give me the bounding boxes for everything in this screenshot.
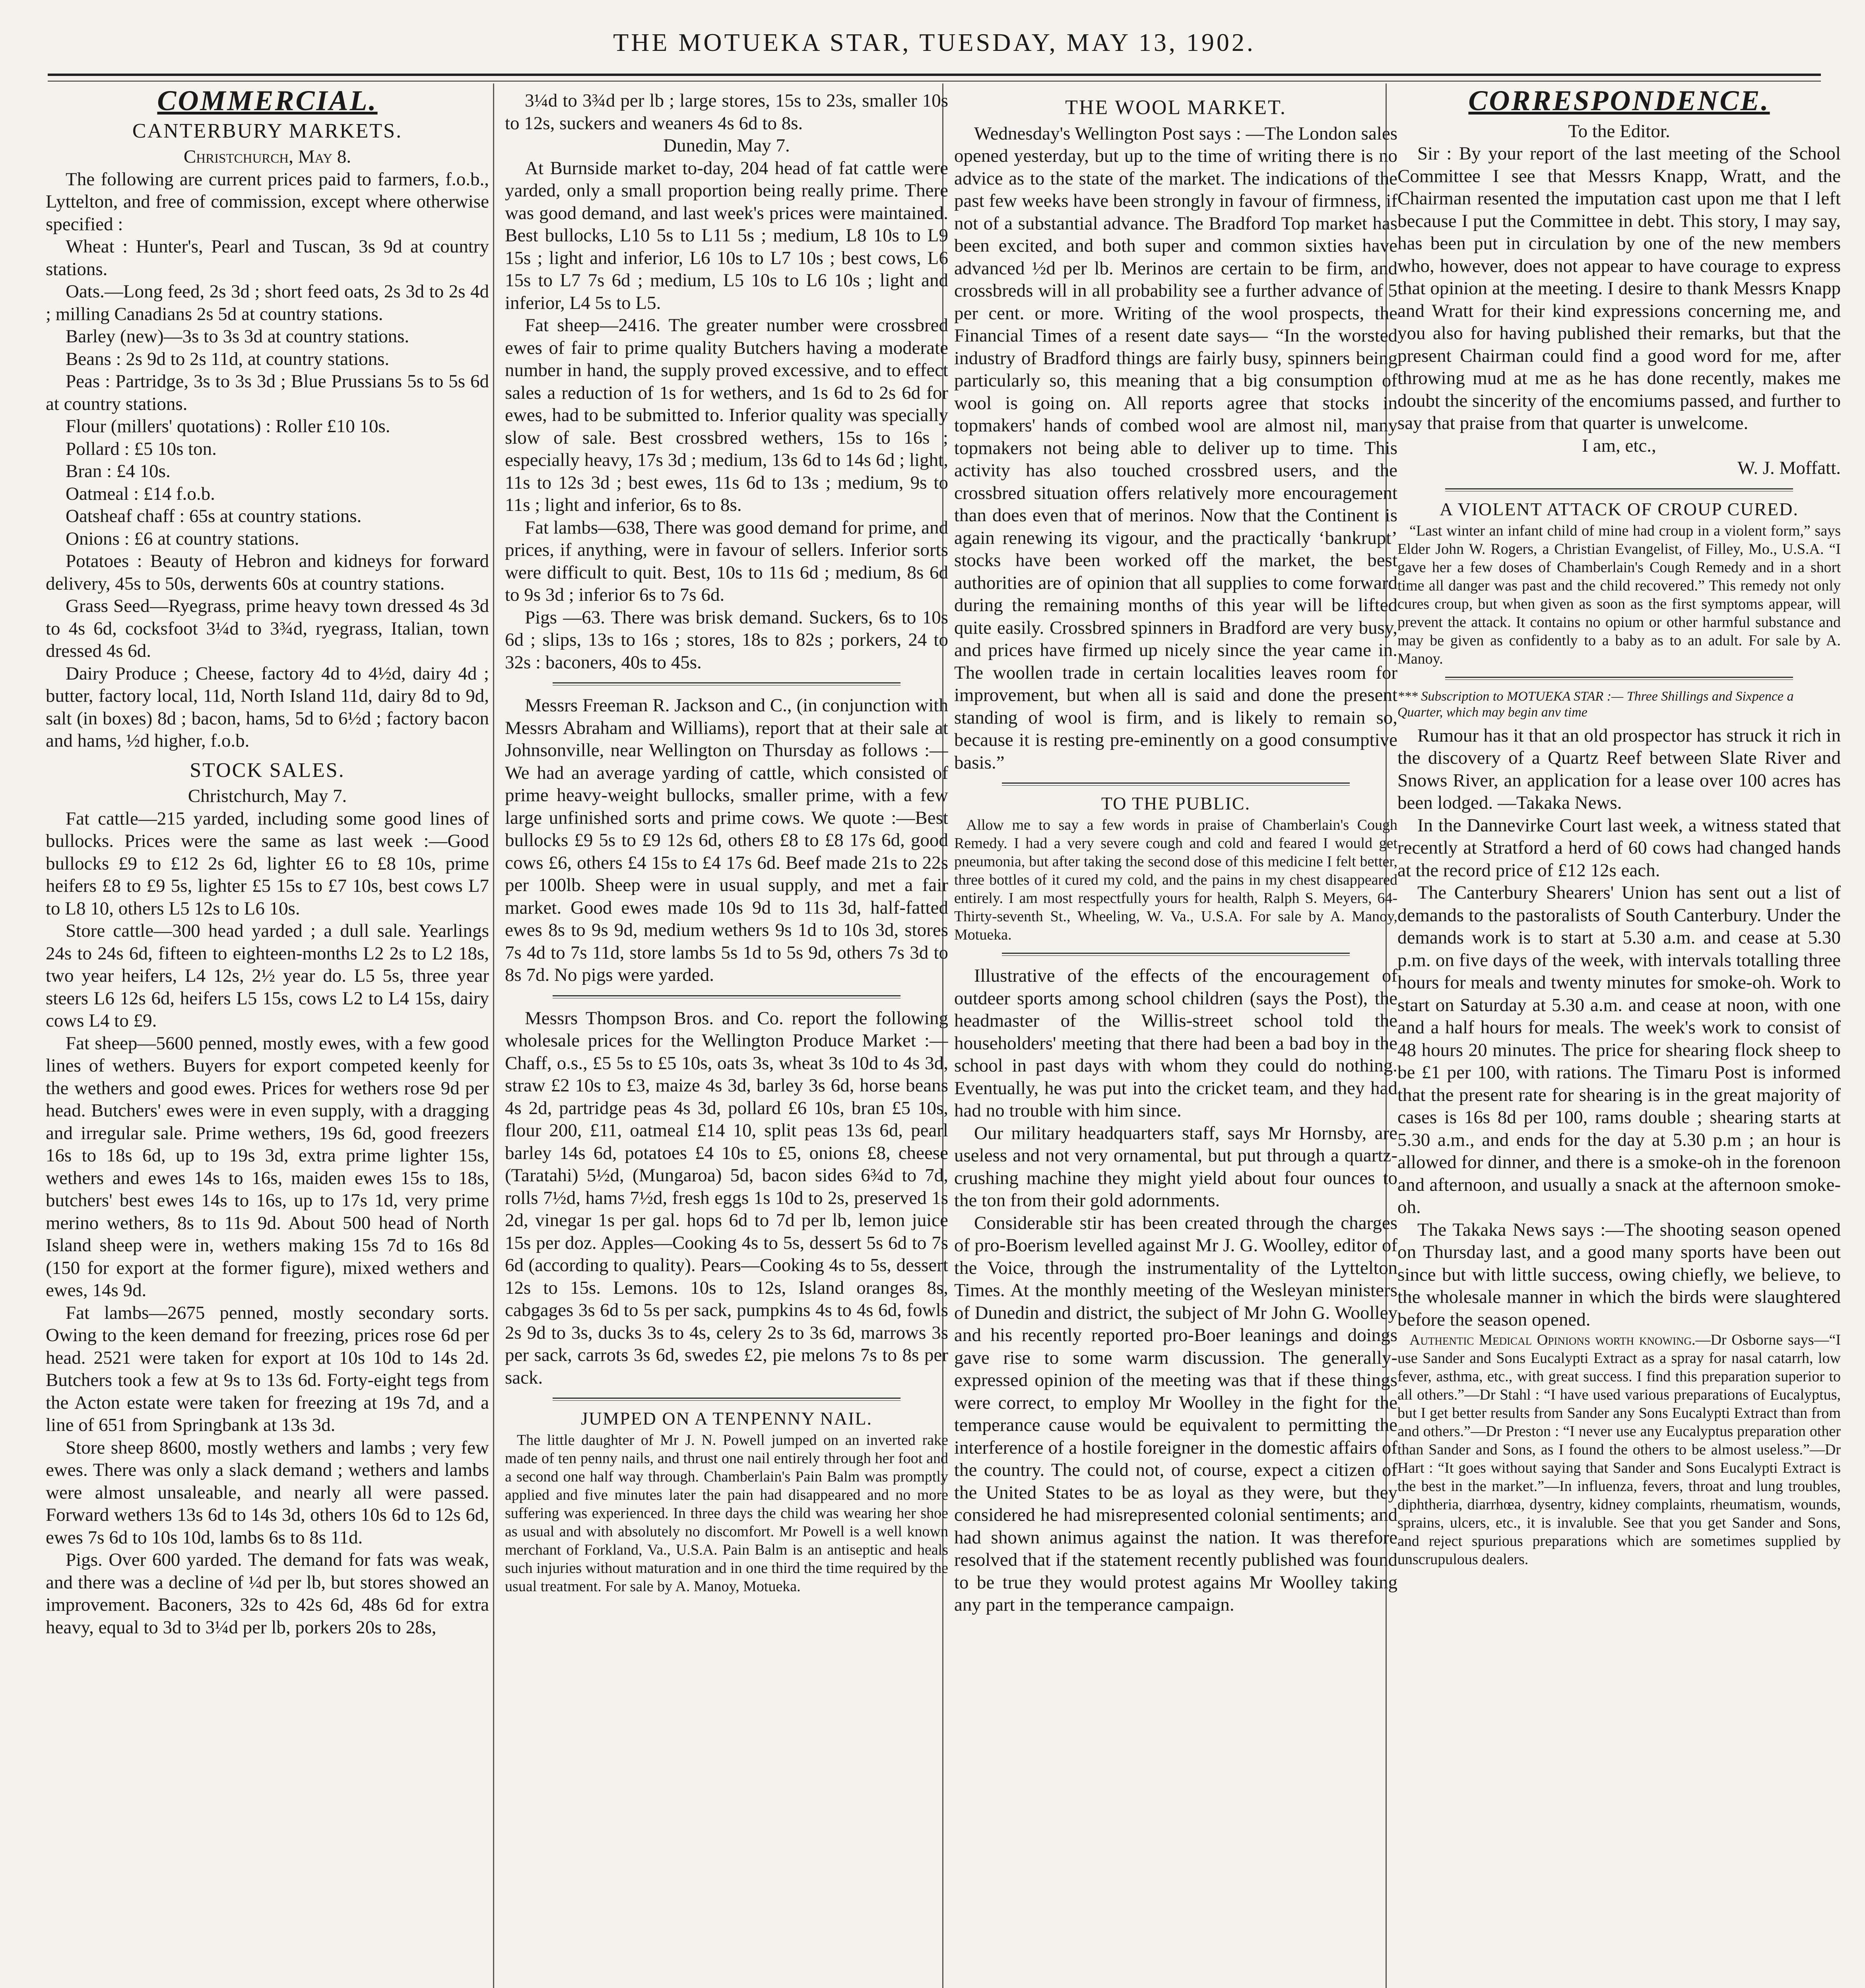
article-paragraph: Beans : 2s 9d to 2s 11d, at country stations. bbox=[66, 348, 390, 369]
article-paragraph: Oatmeal : £14 f.o.b. bbox=[66, 483, 215, 504]
article-paragraph: Fat sheep—2416. The greater number were crossbred ewes of fair to prime quality Butchers having a moderate number in hand, the supply proved excessive, and to effect sales a reduction of 1s for wethers, and 1s 6d to 2s 6d for ewes, had to be submitted to. Inferior quality was specially slow of sale. Best crossbred wethers, 15s to 16s ; especially heavy, 17s 3d ; medium, 13s 6d to 14s 6d ; light, 11s to 12s 3d ; best ewes, 11s 6d to 13s ; medium, 9s to 11s ; light and inferior, 6s to 8s. bbox=[505, 315, 948, 515]
article-paragraph: Store sheep 8600, mostly wethers and lambs ; very few ewes. There was only a slack demand ; wethers and lambs were almost unsaleable, and nearly all were passed. Forward wethers 13s 6d to 14s 3d, others 10s 6d to 12s 6d, ewes 7s 6d to 10s 10d, lambs 6s to 8s 11d. bbox=[46, 1437, 489, 1548]
signature: W. J. Moffatt. bbox=[1737, 458, 1841, 478]
advert-heading: A VIOLENT ATTACK OF CROUP CURED. bbox=[1440, 499, 1799, 519]
separator bbox=[553, 995, 900, 998]
stock-sales-heading: STOCK SALES. bbox=[190, 759, 345, 782]
article-paragraph: Bran : £4 10s. bbox=[66, 461, 171, 481]
advert-croup bbox=[1397, 500, 1841, 668]
article-paragraph: At Burnside market to-day, 204 head of fat cattle were yarded, only a small proportion being really prime. There was good demand, and last week's prices were maintained. Best bullocks, L10 5s to L11 5s ; medium, L8 10s to L9 15s ; light and inferior, L6 10s to L7 10s ; best cows, L6 15s to L7 7s 6d ; medium, L5 10s to L6 10s ; light and inferior, L4 5s to L5. bbox=[505, 157, 948, 313]
separator bbox=[553, 682, 900, 685]
article-paragraph: Oatsheaf chaff : 65s at country stations. bbox=[66, 506, 362, 526]
advert-body bbox=[1397, 1331, 1841, 1569]
column-correspondence bbox=[1397, 89, 1841, 1988]
article-paragraph: Illustrative of the effects of the encouragement of outdeer sports among school children (says the Post), the headmaster of the Willis-street school told the householders' meeting that there had been a bad boy in the school in past days with whom they could do nothing. Eventually, he was put into the cricket team, and they had had no trouble with him since. bbox=[954, 965, 1397, 1121]
article-paragraph: Messrs Thompson Bros. and Co. report the following wholesale prices for the Wellington Produce Market :—Chaff, o.s., £5 5s to £5 10s, oats 3s, wheat 3s 10d to 4s 3d, straw £2 10s to £3, maize 4s 3d, barley 3s 6d, horse beans 4s 2d, partridge peas 4s 3d, pollard £6 10s, bran £5 10s, flour 200, £11, oatmeal £14 10, split peas 13s 6d, pearl barley 14s 6d, potatoes £4 10s to £5, onions £8, cheese (Taratahi) 5½d, (Mungaroa) 5d, bacon sides 6¾d to 7d, rolls 7½d, hams 7½d, fresh eggs 1s 10d to 2s, preserved 1s 2d, vinegar 1s per gal. hops 6d to 7d per lb, lemon juice 15s per doz. Apples—Cooking 4s to 5s, dessert 5s 6d to 7s 6d (according to quality). Pears—Cooking 4s to 5s, dessert 12s to 15s. Lemons. 10s to 12s, Island oranges 8s, cabgages 3s 6d to 5s per sack, pumpkins 4s to 4s 6d, fowls 2s 9d to 3s, ducks 3s to 4s, celery 2s to 3s 6d, marrows 3s per sack, carrots 3s 6d, swedes £2, pie melons 7s to 8s per sack. bbox=[505, 1008, 948, 1388]
article-paragraph: Wheat : Hunter's, Pearl and Tuscan, 3s 9d at country stations. bbox=[46, 236, 489, 280]
advert-eucalypti bbox=[1397, 1331, 1841, 1569]
article-paragraph: Oats.—Long feed, 2s 3d ; short feed oats, 2s 3d to 2s 4d ; milling Canadians 2s 5d at country stations. bbox=[46, 281, 489, 324]
advert-heading: TO THE PUBLIC. bbox=[1101, 793, 1251, 813]
advert-to-the-public bbox=[954, 794, 1397, 944]
advert-heading: Authentic Medical Opinions worth knowing. bbox=[1409, 1332, 1696, 1348]
advert-body: The little daughter of Mr J. N. Powell jumped on an inverted rake made of ten penny nails, and thrust one nail entirely through her foot and a second one half way through. Chamberlain's Pain Balm was promptly applied and five minutes later the pain had disappeared and no more suffering was experienced. In three days the child was wearing her shoe as usual and with absolutely no discomfort. Mr Powell is a well known merchant of Forkland, Va., U.S.A. Pain Balm is an antiseptic and heals such injuries without maturation and in one third the time required by the usual treatment. For sale by A. Manoy, Motueka. bbox=[505, 1432, 948, 1595]
article-paragraph: Barley (new)—3s to 3s 3d at country stations. bbox=[66, 326, 409, 347]
column-rule-1 bbox=[493, 83, 494, 1988]
article-paragraph: Fat lambs—2675 penned, mostly secondary sorts. Owing to the keen demand for freezing, prices rose 6d per head. 2521 were taken for export at 10s 10d to 14s 2d. Butchers took a few at 9s to 13s 6d. Forty-eight tegs from the Acton estate were taken for freezing at 19s 7d, and a line of 651 from Springbank at 13s 3d. bbox=[46, 1302, 489, 1435]
article-paragraph: Store cattle—300 head yarded ; a dull sale. Yearlings 24s to 24s 6d, fifteen to eighteen-months L2 2s to L2 18s, two year heifers, L4 12s, 2½ year do. L5 5s, three year steers L6 12s 6d, heifers L5 15s, cows L2 to L4 15s, dairy cows L4 to £9. bbox=[46, 920, 489, 1031]
stock-sales-body bbox=[46, 808, 489, 1639]
wellington-produce-report bbox=[505, 1007, 948, 1389]
advert-heading: JUMPED ON A TENPENNY NAIL. bbox=[580, 1408, 873, 1429]
market-continued bbox=[505, 89, 948, 134]
article-paragraph: Considerable stir has been created through the charges of pro-Boerism levelled against Mr J. G. Woolley, editor of the Voice, through the instrumentality of the Lyttelton Times. At the monthly meeting of the Wesleyan ministers of Dunedin and district, the subject of Mr John G. Woolley and his recently reported pro-Boer leanings and doings gave rise to some warm discussion. The generally-expressed opinion of the meeting was that if these things were correct, to employ Mr Woolley in the fight for the temperance cause would be equivalent to permitting the interference of a hostile foreigner in the domestic affairs of the country. The could not, of course, expect a citizen of the United States to be as loyal as they were, but they considered he had misrepresented colonial sentiments; and had shown animus against the nation. It was therefore resolved that if the statement recently published was found to be true they would protest agains Mr Woolley taking any part in the temperance campaign. bbox=[954, 1212, 1397, 1615]
article-paragraph: Rumour has it that an old prospector has struck it rich in the discovery of a Quartz Reef between Slate River and Snows River, an application for a lease over 100 acres has been lodged. —Takaka News. bbox=[1397, 725, 1841, 813]
advert-text: —Dr Osborne says—“I use Sander and Sons Eucalypti Extract as a spray for nasal catarrh, low fever, asthma, etc., with great success. I find this preparation superior to all others.”—Dr Stahl : “I have used various preparations of Eucalyptus, but I get better results from Sander any Sons Eucalypti Extract than from and others.”—Dr Preston : “I never use any Eucalyptus preparation other than Sander and Sons, as I found the others to be almost useless.”—Dr Hart : “It goes without saying that Sander and Sons Eucalypti Extract is the best in the market.”—In influenza, fevers, throat and lung troubles, diphtheria, diarrhœa, dysentry, kidney complaints, rheumatism, wounds, sprains, ulcers, etc., it is invaluble. See that you get Sander and Sons, and reject spurious preparations which are sometimes supplied by unscrupulous dealers. bbox=[1397, 1332, 1841, 1568]
article-paragraph: Our military headquarters staff, says Mr Hornsby, are useless and not very ornamental, but put through a quartz-crushing machine they might yield about four ounces to the ton from their gold adornments. bbox=[954, 1122, 1397, 1211]
masthead-rule bbox=[48, 74, 1821, 82]
canterbury-markets-heading: CANTERBURY MARKETS. bbox=[132, 119, 403, 142]
column-markets-cont bbox=[505, 89, 948, 1988]
article-paragraph: Onions : £6 at country stations. bbox=[66, 528, 299, 549]
dateline: Christchurch, May 7. bbox=[188, 786, 347, 806]
signoff: I am, etc., bbox=[1582, 435, 1656, 456]
advert-body: “Last winter an infant child of mine had croup in a violent form,” says Elder John W. Rogers, a Christian Evangelist, of Filley, Mo., U.S.A. “I gave her a few doses of Chamberlain's Cough Remedy and in a short time all danger was past and the child recovered.” This remedy not only cures croup, but when given as soon as the first symptoms appear, will prevent the attack. It contains no opium or other harmful substance and may be given as confidently to a baby as to an adult. For sale by A. Manoy. bbox=[1397, 522, 1841, 667]
dunedin-report bbox=[505, 157, 948, 674]
commercial-heading: COMMERCIAL. bbox=[157, 89, 378, 116]
masthead: THE MOTUEKA STAR, TUESDAY, MAY 13, 1902. bbox=[613, 28, 1256, 56]
article-paragraph: Pigs. Over 600 yarded. The demand for fats was weak, and there was a decline of ¼d per lb, but stores showed an improvement. Baconers, 32s to 42s 6d, 48s 6d for extra heavy, equal to 3d to 3¼d per lb, porkers 20s to 28s, bbox=[46, 1549, 489, 1638]
wool-market-heading: THE WOOL MARKET. bbox=[1065, 96, 1287, 119]
advert-body: Allow me to say a few words in praise of Chamberlain's Cough Remedy. I had a very severe cough and cold and feared I would get pneumonia, but after taking the second dose of this medicine I felt better, three bottles of it cured my cold, and the pains in my chest disappeared entirely. I am most respectfully yours for health, Ralph S. Meyers, 64-Thirty-seventh St., Wheeling, W. Va., U.S.A. For sale by A. Manoy, Motueka. bbox=[954, 817, 1397, 943]
column-commercial bbox=[46, 89, 489, 1988]
article-paragraph: Dairy Produce ; Cheese, factory 4d to 4½d, dairy 4d ; butter, factory local, 11d, North Island 11d, dairy 8d to 9d, salt (in boxes) 8d ; bacon, hams, 5d to 6½d ; factory bacon and hams, ½d higher, f.o.b. bbox=[46, 663, 489, 751]
letter-body: Sir : By your report of the last meeting of the School Committee I see that Messrs Knapp, Wratt, and the Chairman resented the imputation cast upon me that I left because I put the Committee in debt. This story, I may say, has been put in circulation by one of the new members who, however, does not appear to have courage to express that opinion at the meeting. I desire to thank Messrs Knapp and Wratt for their kind expressions concerning me, and you also for having published their remarks, but that the present Chairman could find a good word for me, after throwing mud at me as he has done recently, makes me doubt the sincerity of the encomiums passed, and further to say that praise from that quarter is unwelcome. bbox=[1397, 143, 1841, 433]
article-paragraph: Grass Seed—Ryegrass, prime heavy town dressed 4s 3d to 4s 6d, cocksfoot 3¼d to 3¾d, ryegrass, Italian, town dressed 4s 6d. bbox=[46, 596, 489, 661]
article-paragraph: Flour (millers' quotations) : Roller £10 10s. bbox=[66, 416, 390, 437]
article-paragraph: Wednesday's Wellington Post says : —The London sales opened yesterday, but up to the time of writing there is no advice as to the state of the market. The indications of the past few weeks have been strongly in favour of firmness, if not of a substantial advance. The Bradford Top market has been excited, and both super and common sixties have advanced ½d per lb. Merinos are certain to be firm, and crossbreds will in all probability see a further advance of 5 per cent. or more. Writing of the wool prospects, the Financial Times of a resent date says— “In the worsted industry of Bradford things are fairly busy, spinners being particularly so, this meaning that a big consumption of wool is going on. All reports agree that stocks in topmakers' hands of combed wool are almost nil, many topmakers not being able to deliver up to time. This activity has also touched crossbred users, and the crossbred situation offers relatively more encouragement than does even that of merinos. Now that the Continent is again renewing its vigour, and the practically ‘bankrupt’ stocks have been worked off the market, the best authorities are of opinion that all supplies to come forward during the remaining months of this year will be lifted quite easily. Crossbred spinners in Bradford are very busy, and prices have firmed up nicely since the year came in. The woollen trade in certain localities leaves room for improvement, but when all is said and done the present standing of wool is firm, and is likely to remain so, because it is resting pre-eminently on a good consumptive basis.” bbox=[954, 123, 1397, 773]
article-paragraph: Peas : Partridge, 3s to 3s 3d ; Blue Prussians 5s to 5s 6d at country stations. bbox=[46, 371, 489, 414]
article-paragraph: In the Dannevirke Court last week, a witness stated that recently at Stratford a herd of 60 cows had changed hands at the record price of £12 12s each. bbox=[1397, 815, 1841, 881]
separator bbox=[1002, 782, 1350, 786]
article-paragraph: Messrs Freeman R. Jackson and C., (in conjunction with Messrs Abraham and Williams), report that at their sale at Johnsonville, near Wellington on Thursday as follows :—We had an average yarding of cattle, which consisted of prime heavy-weight bullocks, smaller prime, with a few large unfinished sorts and prime cows. We quote :—Best bullocks £9 5s to £9 12s 6d, others £8 to £8 17s 6d, good cows £6, others £4 15s to £4 17s 6d. Beef made 21s to 22s per 100lb. Sheep were in usual supply, and met a fair market. Good ewes made 10s 9d to 11s 3d, half-fatted ewes 8s to 9s 9d, medium wethers 9s 1d to 10s 3d, stores 7s 4d to 7s 11d, store lambs 5s 1d to 5s 9d, others 7s 3d to 8s 7d. No pigs were yarded. bbox=[505, 695, 948, 985]
article-paragraph: Potatoes : Beauty of Hebron and kidneys for forward delivery, 45s to 50s, derwents 60s at country stations. bbox=[46, 551, 489, 594]
article-paragraph: Fat cattle—215 yarded, including some good lines of bullocks. Prices were the same as last week :—Good bullocks £9 to £12 2s 6d, lighter £6 to £8 10s, prime heifers £8 to £9 5s, lighter £5 15s to £7 10s, best cows L7 to L8 10, others L5 12s to L6 10s. bbox=[46, 808, 489, 919]
market-prices bbox=[46, 168, 489, 752]
news-paragraphs bbox=[954, 965, 1397, 1616]
dateline: Christchurch, May 8. bbox=[183, 146, 351, 167]
dateline: Dunedin, May 7. bbox=[663, 135, 790, 156]
article-paragraph: The following are current prices paid to farmers, f.o.b., Lyttelton, and free of commission, except where otherwise specified : bbox=[46, 169, 489, 235]
article-paragraph: Fat sheep—5600 penned, mostly ewes, with a few good lines of wethers. Buyers for export competed keenly for the wethers and good ewes. Prices for wethers rose 9d per head. Butchers' ewes were in even supply, with a dragging and irregular sale. Prime wethers, 19s 6d, good freezers 16s to 18s 6d, up to 19s 3d, extra prime lighter 15s, wethers and ewes 14s to 16s, maiden ewes 15s to 18s, butchers' best ewes 14s to 16s, up to 17s 1d, very prime merino wethers, 8s to 11s 9d. About 500 head of North Island sheep were in, wethers making 15s 7d to 16s 8d (150 for export at the former figure), mixed wethers and ewes, 14s 9d. bbox=[46, 1033, 489, 1301]
separator bbox=[553, 1398, 900, 1401]
article-paragraph: Pigs —63. There was brisk demand. Suckers, 6s to 10s 6d ; slips, 13s to 16s ; stores, 18s to 82s ; porkers, 24 to 32s : baconers, 40s to 45s. bbox=[505, 607, 948, 673]
salutation: To the Editor. bbox=[1568, 120, 1670, 142]
separator bbox=[1002, 953, 1350, 956]
johnsonville-report bbox=[505, 694, 948, 986]
article-paragraph: 3¼d to 3¾d per lb ; large stores, 15s to 23s, smaller 10s to 12s, suckers and weaners 4s 6d to 8s. bbox=[505, 90, 948, 134]
article-paragraph: Fat lambs—638, There was good demand for prime, and prices, if anything, were in favour of sellers. Inferior sorts were difficult to quit. Best, 10s to 11s 6d ; medium, 8s 6d to 9s 3d ; inferior 6s to 7s 6d. bbox=[505, 517, 948, 605]
advert-tenpenny-nail bbox=[505, 1409, 948, 1596]
column-wool-market bbox=[954, 89, 1397, 1988]
wool-market-body bbox=[954, 122, 1397, 774]
correspondence-heading: CORRESPONDENCE. bbox=[1468, 89, 1770, 116]
article-paragraph: The Takaka News says :—The shooting season opened on Thursday last, and a good many sports have been out since but with little success, owing chiefly, we believe, to the wholesale manner in which the birds were slaughtered before the season opened. bbox=[1397, 1219, 1841, 1330]
article-paragraph: Pollard : £5 10s ton. bbox=[66, 438, 217, 459]
subscription-notice: *** Subscription to MOTUEKA STAR :— Three Shillings and Sixpence a Quarter, which may begin anv time bbox=[1397, 689, 1794, 720]
news-paragraphs bbox=[1397, 724, 1841, 1331]
separator bbox=[1445, 488, 1793, 491]
separator bbox=[1445, 677, 1793, 680]
article-paragraph: The Canterbury Shearers' Union has sent out a list of demands to the pastoralists of South Canterbury. Under the demands work is to start at 5.30 a.m. and cease at 5.30 p.m. on five days of the week, with intervals totalling three hours for meals and twenty minutes for smoke-oh. Work to start on Saturday at 5.30 a.m. and cease at noon, with one and a half hours for meals. The week's work to consist of 48 hours 20 minutes. The price for shearing flock sheep to be £1 per 100, with rations. The Timaru Post is informed that the present rate for shearing is in the great majority of cases is 16s 8d per 100, rams double ; shearing starts at 5.30 a.m., and ends for the day at 5.30 p.m ; an hour is allowed for dinner, and there is a smoke-oh in the forenoon and afternoon, and usually a snack at the afternoon smoke-oh. bbox=[1397, 882, 1841, 1217]
